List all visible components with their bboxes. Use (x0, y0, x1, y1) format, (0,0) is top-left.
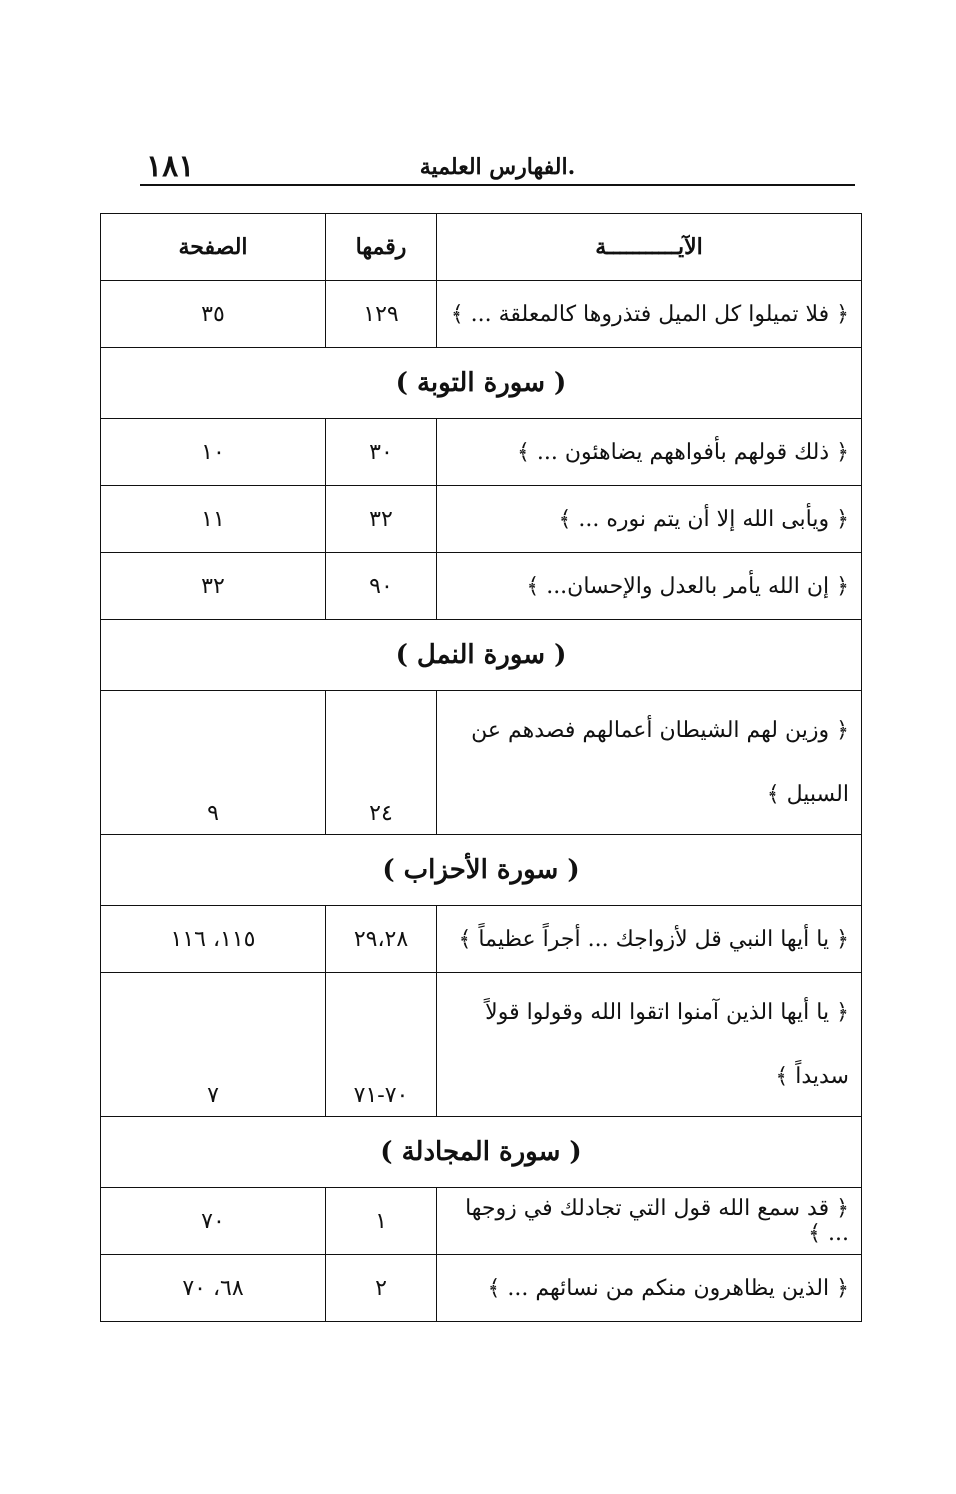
page-header (140, 150, 855, 186)
surah-title: ( سورة التوبة ) (101, 348, 862, 419)
table-row (101, 486, 862, 553)
page-ref: ٧٠ (101, 1188, 326, 1255)
page-ref: ٦٨، ٧٠ (101, 1255, 326, 1322)
column-header-page: الصفحة (101, 214, 326, 281)
table-row (101, 1255, 862, 1322)
ayah-number: ١٢٩ (326, 281, 437, 348)
surah-heading-row (101, 1117, 862, 1188)
surah-heading-row (101, 835, 862, 906)
ayah-number: ٣٢ (326, 486, 437, 553)
ayah-text: ﴿ ويأبى الله إلا أن يتم نوره ... ﴾ (437, 486, 862, 553)
ayah-text: ﴿ الذين يظاهرون منكم من نسائهم ... ﴾ (437, 1255, 862, 1322)
ayah-text: ﴿ يا أيها الذين آمنوا اتقوا الله وقولوا قولاً سديداً ﴾ (437, 973, 862, 1117)
verse-index-table (100, 213, 862, 1322)
surah-title: ( سورة المجادلة ) (101, 1117, 862, 1188)
table-header-row (101, 214, 862, 281)
column-header-ayah: الآيـــــــــــة (437, 214, 862, 281)
ayah-number: ١ (326, 1188, 437, 1255)
ayah-number: ٧٠-٧١ (326, 973, 437, 1117)
ayah-text: ﴿ إن الله يأمر بالعدل والإحسان... ﴾ (437, 553, 862, 620)
ayah-number: ٩٠ (326, 553, 437, 620)
page-ref: ١١ (101, 486, 326, 553)
surah-heading-row (101, 348, 862, 419)
ayah-text: ﴿ فلا تميلوا كل الميل فتذروها كالمعلقة ... ﴾ (437, 281, 862, 348)
page-ref: ١٠ (101, 419, 326, 486)
table-row (101, 691, 862, 835)
ayah-text: ﴿ ذلك قولهم بأفواههم يضاهئون ... ﴾ (437, 419, 862, 486)
running-title: الفهارس العلمية. (419, 154, 576, 180)
ayah-text: ﴿ وزين لهم الشيطان أعمالهم فصدهم عن السبيل ﴾ (437, 691, 862, 835)
ayah-number: ٢٤ (326, 691, 437, 835)
page-ref: ٩ (101, 691, 326, 835)
table-row (101, 906, 862, 973)
page-ref: ٣٢ (101, 553, 326, 620)
table-row (101, 281, 862, 348)
table-row (101, 1188, 862, 1255)
surah-title: ( سورة النمل ) (101, 620, 862, 691)
ayah-text: ﴿ قد سمع الله قول التي تجادلك في زوجها ... ﴾ (437, 1188, 862, 1255)
ayah-number: ٢ (326, 1255, 437, 1322)
page-number: ١٨١ (146, 149, 195, 184)
table-row (101, 553, 862, 620)
ayah-number: ٣٠ (326, 419, 437, 486)
table-row (101, 973, 862, 1117)
page-ref: ٣٥ (101, 281, 326, 348)
surah-heading-row (101, 620, 862, 691)
ayah-text: ﴿ يا أيها النبي قل لأزواجك ... أجراً عظيماً ﴾ (437, 906, 862, 973)
surah-title: ( سورة الأحزاب ) (101, 835, 862, 906)
page-ref: ١١٥، ١١٦ (101, 906, 326, 973)
column-header-number: رقمها (326, 214, 437, 281)
table-row (101, 419, 862, 486)
ayah-number: ٢٩،٢٨ (326, 906, 437, 973)
page-ref: ٧ (101, 973, 326, 1117)
